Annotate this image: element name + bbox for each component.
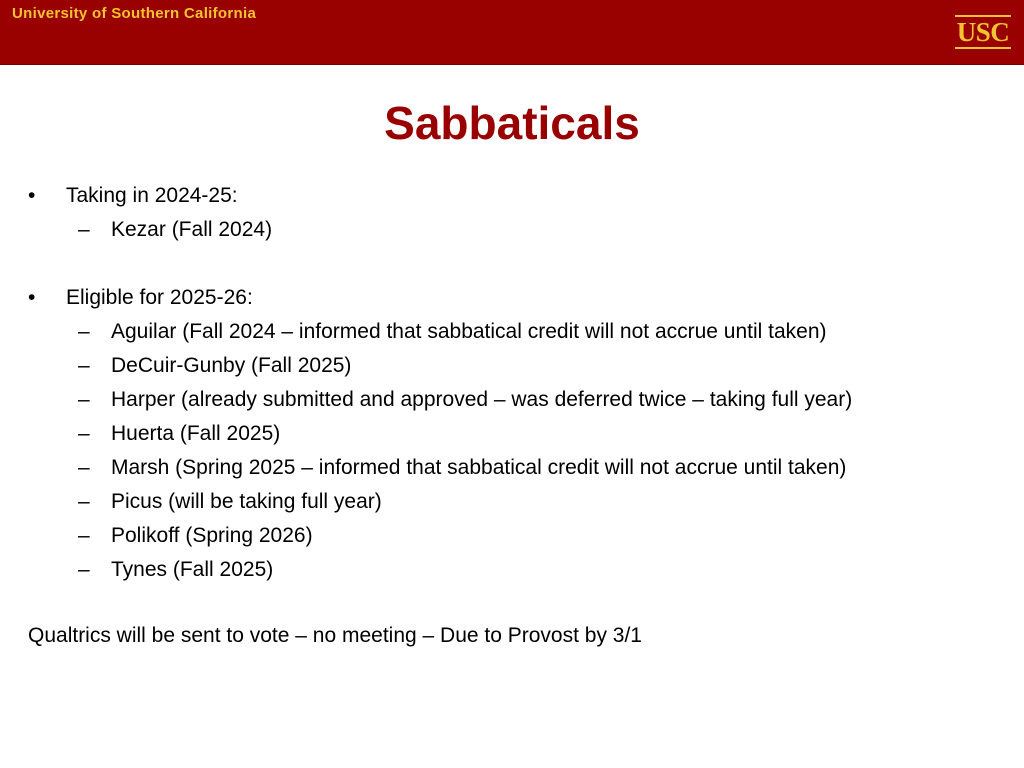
list-item-text: Harper (already submitted and approved – was deferred twice – taking full year) [111, 388, 853, 411]
list-item-text: Aguilar (Fall 2024 – informed that sabbatical credit will not accrue until taken) [111, 320, 827, 343]
institution-name: University of Southern California [12, 5, 257, 22]
dash-icon: – [78, 422, 90, 445]
list-item-text: Marsh (Spring 2025 – informed that sabbatical credit will not accrue until taken) [111, 456, 847, 479]
dash-icon: – [78, 490, 90, 513]
slide-title: Sabbaticals [384, 97, 640, 149]
logo-text: USC [956, 17, 1010, 47]
list-item-text: Tynes (Fall 2025) [111, 558, 274, 581]
section-heading-text: Eligible for 2025-26: [66, 286, 253, 309]
header-bar [0, 0, 1024, 65]
usc-logo [954, 12, 1012, 52]
bullet-icon: • [28, 286, 36, 309]
dash-icon: – [78, 558, 90, 581]
list-item-text: Kezar (Fall 2024) [111, 218, 273, 241]
dash-icon: – [78, 354, 90, 377]
list-item-text: DeCuir-Gunby (Fall 2025) [111, 354, 352, 377]
logo-bottom-rule [955, 47, 1011, 49]
dash-icon: – [78, 388, 90, 411]
dash-icon: – [78, 456, 90, 479]
dash-icon: – [78, 218, 90, 241]
dash-icon: – [78, 320, 90, 343]
bullet-icon: • [28, 184, 36, 207]
list-item-text: Polikoff (Spring 2026) [111, 524, 313, 547]
list-item-text: Huerta (Fall 2025) [111, 422, 281, 445]
dash-icon: – [78, 524, 90, 547]
voting-note: Qualtrics will be sent to vote – no meeting – Due to Provost by 3/1 [28, 624, 642, 647]
list-item-text: Picus (will be taking full year) [111, 490, 382, 513]
section-heading-text: Taking in 2024-25: [66, 184, 238, 207]
